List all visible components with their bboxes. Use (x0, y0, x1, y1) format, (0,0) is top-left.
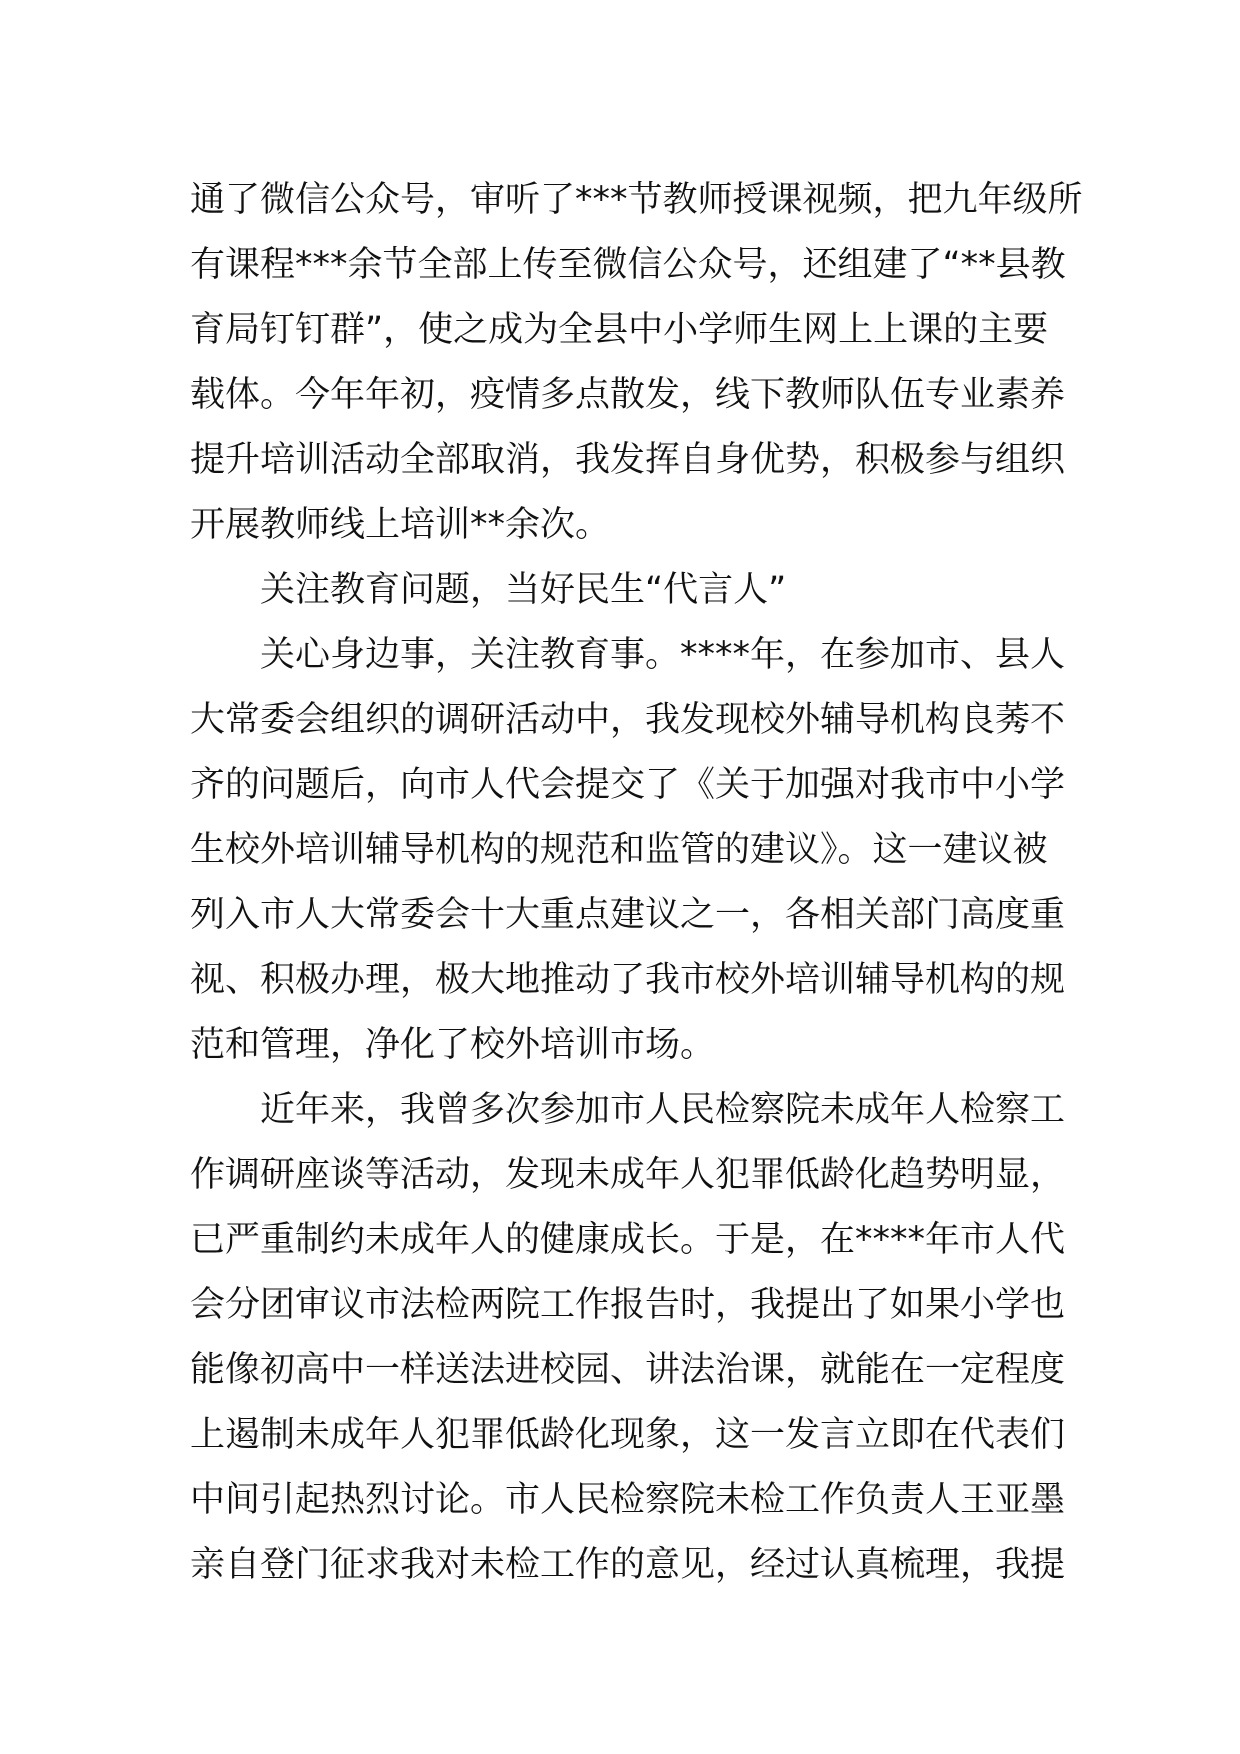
text-line: 中间引起热烈讨论。市人民检察院未检工作负责人王亚墨 (190, 1480, 1066, 1520)
text-line: 近年来，我曾多次参加市人民检察院未成年人检察工 (260, 1090, 1066, 1130)
document-body (190, 168, 1083, 1598)
text-line: 通了微信公众号，审听了***节教师授课视频，把九年级所 (190, 180, 1083, 220)
text-line: 有课程***余节全部上传至微信公众号，还组建了“**县教 (190, 245, 1066, 285)
text-line: 生校外培训辅导机构的规范和监管的建议》。这一建议被 (190, 830, 1048, 870)
text-line: 能像初高中一样送法进校园、讲法治课，就能在一定程度 (190, 1350, 1066, 1390)
text-line: 关心身边事，关注教育事。****年，在参加市、县人 (260, 635, 1066, 675)
text-line: 育局钉钉群”，使之成为全县中小学师生网上上课的主要 (190, 310, 1049, 350)
text-line: 提升培训活动全部取消，我发挥自身优势，积极参与组织 (190, 440, 1066, 480)
text-line: 列入市人大常委会十大重点建议之一，各相关部门高度重 (190, 895, 1066, 935)
paragraph-continuation (190, 168, 1083, 558)
text-line: 会分团审议市法检两院工作报告时，我提出了如果小学也 (190, 1285, 1066, 1325)
section-heading (190, 558, 1052, 623)
text-line: 载体。今年年初，疫情多点散发，线下教师队伍专业素养 (190, 375, 1066, 415)
paragraph-proposal (190, 623, 1066, 1078)
text-line: 开展教师线上培训**余次。 (190, 505, 611, 545)
text-line: 视、积极办理，极大地推动了我市校外培训辅导机构的规 (190, 960, 1066, 1000)
heading-text: 关注教育问题，当好民生“代言人” (260, 570, 787, 610)
text-line: 作调研座谈等活动，发现未成年人犯罪低龄化趋势明显， (190, 1155, 1066, 1195)
text-line: 亲自登门征求我对未检工作的意见，经过认真梳理，我提 (190, 1545, 1066, 1585)
text-line: 范和管理，净化了校外培训市场。 (190, 1025, 716, 1065)
paragraph-juvenile (190, 1078, 1066, 1598)
text-line: 大常委会组织的调研活动中，我发现校外辅导机构良莠不 (190, 700, 1066, 740)
text-line: 齐的问题后，向市人代会提交了《关于加强对我市中小学 (190, 765, 1066, 805)
text-line: 已严重制约未成年人的健康成长。于是，在****年市人代 (190, 1220, 1066, 1260)
text-line: 上遏制未成年人犯罪低龄化现象，这一发言立即在代表们 (190, 1415, 1066, 1455)
